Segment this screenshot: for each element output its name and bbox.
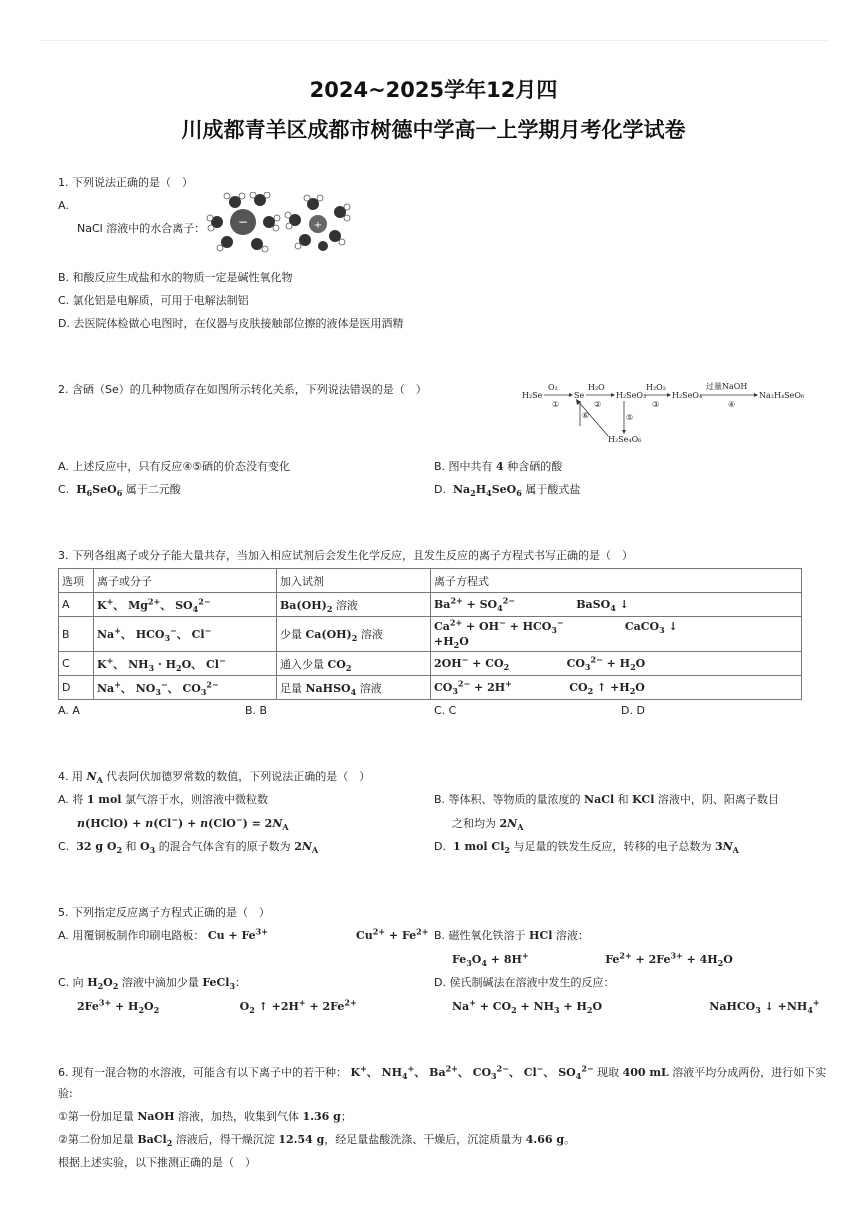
q5-option-a: A. 用覆铜板制作印刷电路板： $Cu + Fe^{3+}$ $Cu^{2+} + Fe^{2+}$ bbox=[58, 926, 429, 942]
table-row bbox=[59, 652, 802, 676]
header-cell: 选项 bbox=[59, 569, 94, 593]
paper-title-line1: 2024~2025学年12月四 bbox=[309, 78, 558, 102]
q4-option-b-cont: 之和均为 $2N_A$ bbox=[452, 817, 524, 833]
q5-option-b-equation: $Fe_3O_4 + 8H^+$ $Fe^{2+} + 2Fe^{3+} + 4H_2O$ bbox=[452, 950, 733, 969]
q4-option-b: B. 等体积、等物质的量浓度的 NaCl 和 KCl 溶液中，阴、阳离子数目 bbox=[434, 793, 779, 806]
reagent-cell: 少量 $Ca(OH)_2$ 溶液 bbox=[277, 617, 431, 652]
option-cell: C bbox=[59, 652, 94, 676]
q3-choice-d: D. D bbox=[621, 704, 645, 717]
q6-step2: ②第二份加足量 BaCl$_2$ 溶液后，得干燥沉淀 12.54 g，经足量盐酸洗涤、干燥后，沉淀质量为 4.66 g。 bbox=[58, 1133, 576, 1149]
q2-option-b: B. 图中共有 4 种含硒的酸 bbox=[434, 460, 563, 473]
q5-option-b: B. 磁性氧化铁溶于 HCl 溶液： bbox=[434, 929, 589, 942]
q2-stem: 2. 含硒（Se）的几种物质存在如图所示转化关系，下列说法错误的是（ ） bbox=[58, 383, 427, 396]
table-row bbox=[59, 617, 802, 652]
equation-cell: $Ca^{2+} + OH^- + HCO_3^-$ CaCO$_3$ ↓ $+H_2O$ bbox=[431, 617, 802, 652]
q1-option-c: C. 氯化铝是电解质，可用于电解法制铝 bbox=[58, 294, 249, 307]
q1-option-a-label: A. bbox=[58, 199, 69, 212]
q2-option-a: A. 上述反应中，只有反应④⑤硒的价态没有变化 bbox=[58, 460, 291, 473]
naoh-label: 过量NaOH bbox=[706, 382, 748, 391]
step3-label: ③ bbox=[652, 400, 660, 409]
ions-cell: K+、 $NH_3 \cdot H_2O$、 Cl− bbox=[94, 652, 277, 676]
reagent-cell: 通入少量 $CO_2$ bbox=[277, 652, 431, 676]
option-cell: D bbox=[59, 676, 94, 700]
step6-label: ⑥ bbox=[582, 411, 590, 420]
q5-option-d-equation: $Na^+ + CO_2 + NH_3 + H_2O$ NaHCO$_3$ ↓ $+NH_4^+$ bbox=[452, 997, 820, 1016]
equation-cell: $Ba^{2+} + SO_4^{2-}$ BaSO$_4$ ↓ bbox=[431, 593, 802, 617]
table-header-row bbox=[59, 569, 802, 593]
q3-choice-c: C. C bbox=[434, 704, 457, 717]
selenium-conversion-diagram bbox=[520, 380, 810, 448]
q3-stem: 3. 下列各组离子或分子能大量共存，当加入相应试剂后会发生化学反应，且发生反应的离子方程式书写正确的是（ ） bbox=[58, 549, 633, 562]
q2-option-c: C. $H_6SeO_6$ 属于二元酸 bbox=[58, 483, 181, 499]
q1-option-b: B. 和酸反应生成盐和水的物质一定是碱性氧化物 bbox=[58, 271, 293, 284]
q3-choice-a: A. A bbox=[58, 704, 80, 717]
step4-label: ④ bbox=[728, 400, 736, 409]
sodium-ion-label: + bbox=[313, 220, 323, 231]
reagent-cell: 足量 NaHSO$_4$ 溶液 bbox=[277, 676, 431, 700]
o2-label: O₂ bbox=[548, 383, 558, 392]
q3-table bbox=[58, 568, 802, 700]
equation-cell: $CO_3^{2-} + 2H^+$ $CO_2$ ↑ $+H_2O$ bbox=[431, 676, 802, 700]
header-cell: 离子或分子 bbox=[94, 569, 277, 593]
ions-cell: K+、 $Mg^{2+}$、 $SO_4^{2-}$ bbox=[94, 593, 277, 617]
header-rule bbox=[40, 40, 828, 41]
q5-stem: 5. 下列指定反应离子方程式正确的是（ ） bbox=[58, 906, 270, 919]
h2seo3-label: H₂SeO₃ bbox=[616, 391, 647, 400]
paper-title-line2: 川成都青羊区成都市树德中学高一上学期月考化学试卷 bbox=[181, 118, 686, 142]
step2-label: ② bbox=[594, 400, 602, 409]
table-row bbox=[59, 593, 802, 617]
q6-question: 根据上述实验，以下推测正确的是（ ） bbox=[58, 1156, 256, 1169]
q2-option-d: D. $Na_2H_4SeO_6$ 属于酸式盐 bbox=[434, 483, 581, 499]
q1-option-a-text: NaCl 溶液中的水合离子： bbox=[77, 222, 206, 235]
option-cell: B bbox=[59, 617, 94, 652]
q3-choice-b: B. B bbox=[245, 704, 268, 717]
equation-cell: $2OH^- + CO_2$ $CO_3^{2-} + H_2O$ bbox=[431, 652, 802, 676]
h2o-label: H₂O bbox=[588, 383, 605, 392]
step1-label: ① bbox=[552, 400, 560, 409]
q4-stem: 4. 用 $N_A$ 代表阿伏加德罗常数的数值，下列说法正确的是（ ） bbox=[58, 770, 371, 786]
q5-option-c: C. 向 $H_2O_2$ 溶液中滴加少量 FeCl$_3$： bbox=[58, 976, 247, 992]
header-cell: 加入试剂 bbox=[277, 569, 431, 593]
reagent-cell: $Ba(OH)_2$ 溶液 bbox=[277, 593, 431, 617]
q1-stem: 1. 下列说法正确的是（ ） bbox=[58, 176, 193, 189]
q5-option-d: D. 侯氏制碱法在溶液中发生的反应： bbox=[434, 976, 615, 989]
q6-stem-line2: 验: bbox=[58, 1087, 73, 1100]
ions-cell: Na+、 $NO_3^-$、 $CO_3^{2-}$ bbox=[94, 676, 277, 700]
header-cell: 离子方程式 bbox=[431, 569, 802, 593]
h2o2-label: H₂O₂ bbox=[646, 383, 666, 392]
h2seo4-label: H₂SeO₄ bbox=[672, 391, 703, 400]
q6-step1: ①第一份加足量 NaOH 溶液，加热，收集到气体 1.36 g； bbox=[58, 1110, 352, 1123]
step5-label: ⑤ bbox=[626, 413, 634, 422]
q1-option-d: D. 去医院体检做心电图时，在仪器与皮肤接触部位擦的液体是医用酒精 bbox=[58, 317, 404, 330]
q5-option-c-equation: $2Fe^{3+} + H_2O_2$ $O_2$ ↑ $+2H^+ + 2Fe^{2+}$ bbox=[77, 997, 357, 1016]
option-cell: A bbox=[59, 593, 94, 617]
hydrated-ions-figure bbox=[205, 192, 355, 254]
h2se4o6-label: H₂Se₄O₆ bbox=[608, 435, 642, 444]
table-row bbox=[59, 676, 802, 700]
ions-cell: Na+、 $HCO_3^-$、 Cl− bbox=[94, 617, 277, 652]
q4-option-a: A. 将 1 mol 氯气溶于水，则溶液中微粒数 bbox=[58, 793, 268, 806]
h2se-label: H₂Se bbox=[522, 391, 543, 400]
q4-option-c: C. 32 g $O_2$ 和 $O_3$ 的混合气体含有的原子数为 $2N_A$ bbox=[58, 840, 319, 856]
chloride-ion-label: − bbox=[237, 215, 249, 229]
q4-option-d: D. 1 mol $Cl_2$ 与足量的铁发生反应，转移的电子总数为 $3N_A$ bbox=[434, 840, 739, 856]
se-label: Se bbox=[574, 391, 585, 400]
q6-stem: 6. 现有一混合物的水溶液，可能含有以下离子中的若干种： K+、 $NH_4^+$、 $Ba^{2+}$、 $CO_3^{2-}$、 Cl−、 $SO_4^{2-}$ 现取 400 mL 溶液平均分成两份，进行如下实 bbox=[58, 1063, 827, 1082]
na2h4seo6-label: Na₂H₄SeO₆ bbox=[759, 391, 805, 400]
q4-option-a-formula: n(HClO) + $n(Cl^-) + n(ClO^-) = 2N_A$ bbox=[77, 814, 289, 833]
